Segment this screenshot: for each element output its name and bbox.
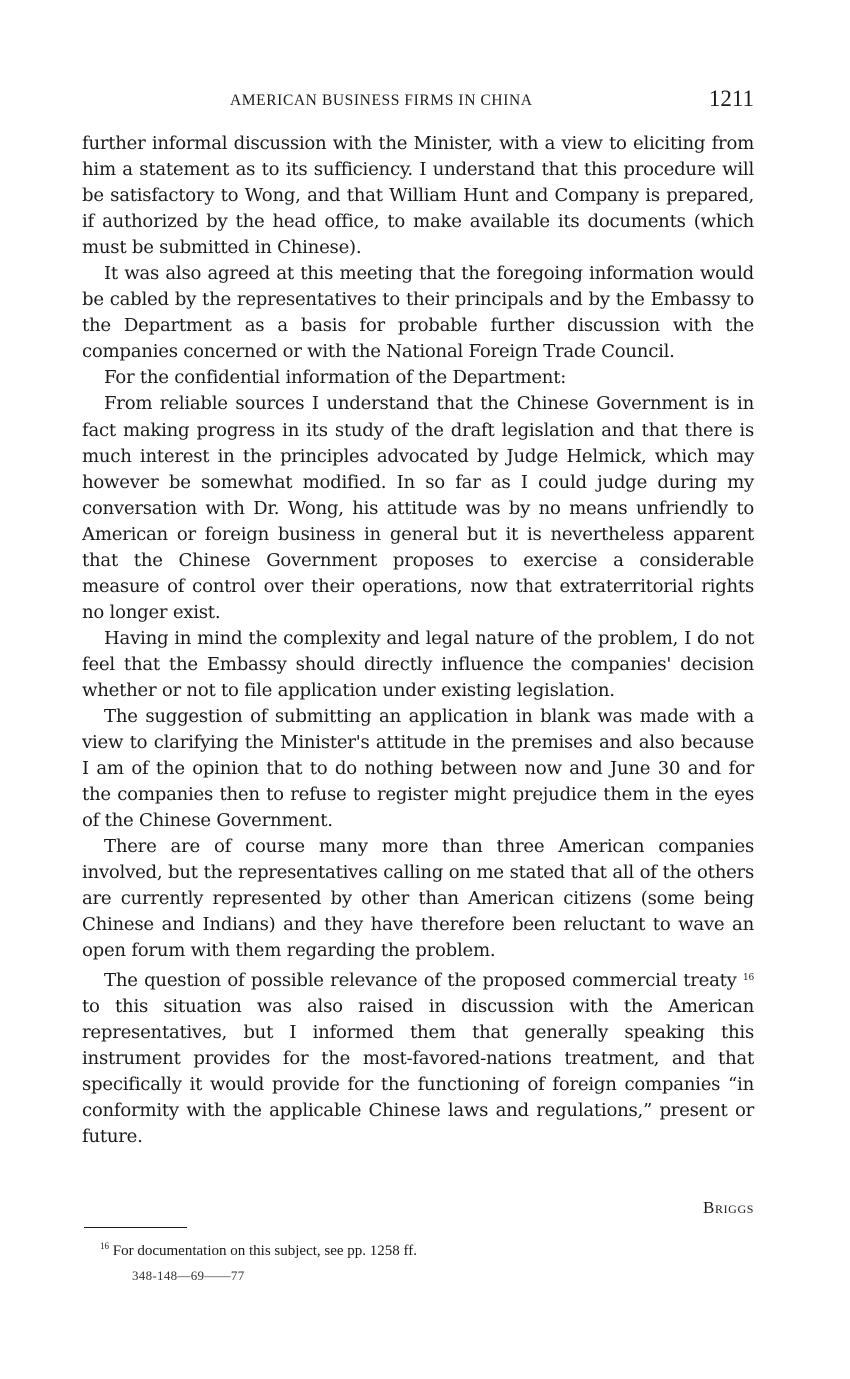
paragraph: It was also agreed at this meeting that the foregoing information would be cabled by the representatives to their principals and by the Embassy to the Department as a basis for probable further discussion with the companies concerned or with the National Foreign Trade Council.	[82, 263, 754, 363]
paragraph-text-after-ref: to this situation was also raised in discussion with the American representatives, but I informed them that generally speaking this instrument provides for the most-favored-nations treatment, and that specifically it would provide for the functioning of foreign companies “in conformity with the applicable Chinese laws and regulations,” present or future.	[82, 995, 754, 1147]
signature: Briggs	[703, 1198, 754, 1217]
footnote-mark: 16	[100, 1241, 109, 1251]
paragraph: From reliable sources I understand that the Chinese Government is in fact making progress in its study of the draft legislation and that there is much interest in the principles advocated by Judge Helmick, which may however be somewhat modified. In so far as I could judge during my conversation with Dr. Wong, his attitude was by no means unfriendly to American or foreign business in general but it is nevertheless apparent that the Chinese Government proposes to exercise a considerable measure of control over their operations, now that extraterritorial rights no longer exist.	[82, 393, 754, 623]
footnote	[100, 1241, 417, 1260]
print-code: 348-148—69——77	[132, 1268, 245, 1283]
paragraph: further informal discussion with the Minister, with a view to eliciting from him a statement as to its sufficiency. I understand that this procedure will be satisfactory to Wong, and that William Hunt and Company is prepared, if authorized by the head office, to make available its documents (which must be submitted in Chinese).	[82, 133, 754, 259]
body-text	[82, 131, 754, 1150]
paragraph-text-before-ref: The question of possible relevance of the proposed commercial treaty	[104, 969, 737, 991]
paragraph: Having in mind the complexity and legal nature of the problem, I do not feel that the Embassy should directly influence the companies' decision whether or not to file application under existing legislation.	[82, 627, 754, 701]
page-number: 1211	[708, 86, 754, 111]
footnote-divider	[84, 1227, 187, 1228]
paragraph-with-footnote-ref	[82, 965, 754, 1150]
paragraph: For the confidential information of the Department:	[104, 367, 567, 389]
running-head	[82, 86, 754, 116]
paragraph: There are of course many more than three American companies involved, but the representatives calling on me stated that all of the others are currently represented by other than American citizens (some being Chinese and Indians) and they have therefore been reluctant to wave an open forum with them regarding the problem.	[82, 836, 754, 962]
footnote-reference: 16	[743, 972, 754, 983]
running-title: AMERICAN BUSINESS FIRMS IN CHINA	[230, 92, 533, 109]
paragraph: The suggestion of submitting an application in blank was made with a view to clarifying the Minister's attitude in the premises and also because I am of the opinion that to do nothing between now and June 30 and for the companies then to refuse to register might prejudice them in the eyes of the Chinese Government.	[82, 706, 754, 832]
footnote-text: For documentation on this subject, see pp. 1258 ff.	[112, 1243, 418, 1259]
